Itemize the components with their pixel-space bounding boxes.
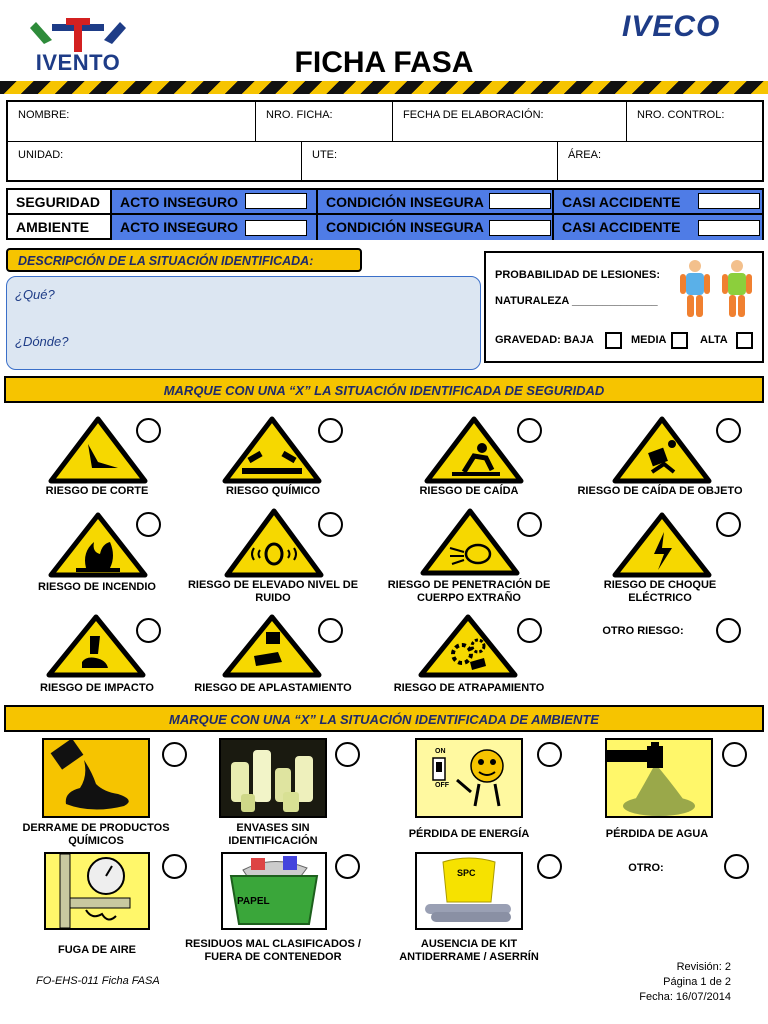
riesgo-aplastamiento-label: RIESGO DE APLASTAMIENTO xyxy=(194,682,352,694)
riesgo-impacto-label: RIESGO DE IMPACTO xyxy=(40,682,154,694)
caida-objeto-warning-icon xyxy=(612,416,712,484)
nro-control-label: NRO. CONTROL: xyxy=(637,109,725,121)
riesgo-aplastamiento-radio[interactable] xyxy=(318,618,343,643)
riesgo-impacto-radio[interactable] xyxy=(136,618,161,643)
condicion-label: CONDICIÓN INSEGURA xyxy=(326,194,484,210)
kit-antiderrame-icon xyxy=(415,852,523,930)
perdida-agua-item xyxy=(580,828,734,841)
residuos-item xyxy=(178,938,368,964)
riesgo-caida-objeto-label: RIESGO DE CAÍDA DE OBJETO xyxy=(577,485,743,497)
ruido-warning-icon xyxy=(224,508,324,578)
on-label: ON xyxy=(435,748,446,755)
choque-electrico-warning-icon xyxy=(612,512,712,578)
off-label: OFF xyxy=(435,782,449,789)
nro-control-field[interactable] xyxy=(627,102,762,142)
perdida-energia-icon xyxy=(415,738,523,818)
perdida-energia-radio[interactable] xyxy=(537,742,562,767)
pagina-text: Página 1 de 2 xyxy=(663,976,731,988)
riesgo-ruido-label: RIESGO DE ELEVADO NIVEL DE RUIDO xyxy=(187,579,359,604)
perdida-energia-label: PÉRDIDA DE ENERGÍA xyxy=(408,828,530,840)
envases-radio[interactable] xyxy=(335,742,360,767)
riesgo-choque-item xyxy=(580,579,740,605)
gravedad-baja-checkbox[interactable] xyxy=(605,332,622,349)
area-label: ÁREA: xyxy=(568,149,602,161)
riesgo-aplastamiento-item xyxy=(186,682,360,695)
ambiente-label: AMBIENTE xyxy=(8,215,112,240)
que-label: ¿Qué? xyxy=(15,287,55,302)
kit-antiderrame-item xyxy=(384,938,554,964)
perdida-agua-label: PÉRDIDA DE AGUA xyxy=(605,828,709,840)
atrapamiento-warning-icon xyxy=(418,614,518,678)
description-textarea[interactable] xyxy=(6,276,481,370)
derrame-label: DERRAME DE PRODUCTOS QUÍMICOS xyxy=(22,822,170,847)
iveco-logo: IVECO xyxy=(622,10,721,43)
quimico-warning-icon xyxy=(222,416,322,484)
riesgo-quimico-radio[interactable] xyxy=(318,418,343,443)
nombre-label: NOMBRE: xyxy=(18,109,70,121)
riesgo-incendio-radio[interactable] xyxy=(136,512,161,537)
seguridad-section-title: MARQUE CON UNA “X” LA SITUACIÓN IDENTIFICADA DE SEGURIDAD xyxy=(4,376,764,403)
area-field[interactable] xyxy=(558,142,762,180)
riesgo-incendio-item xyxy=(20,581,174,594)
riesgo-ruido-radio[interactable] xyxy=(318,512,343,537)
riesgo-caida-objeto-item xyxy=(570,485,750,498)
seguridad-label: SEGURIDAD xyxy=(8,190,112,215)
perdida-agua-radio[interactable] xyxy=(722,742,747,767)
naturaleza-label: NATURALEZA ______________ xyxy=(495,295,658,307)
info-table xyxy=(6,100,764,182)
unidad-label: UNIDAD: xyxy=(18,149,64,161)
casi-label: CASI ACCIDENTE xyxy=(562,219,681,235)
fuga-aire-icon xyxy=(44,852,150,930)
probability-box xyxy=(484,251,764,363)
otro-riesgo-label: OTRO RIESGO: xyxy=(602,625,684,637)
riesgo-penetracion-item xyxy=(380,579,558,605)
residuos-icon xyxy=(221,852,327,930)
hazard-stripe xyxy=(0,81,768,94)
riesgo-corte-label: RIESGO DE CORTE xyxy=(45,485,149,497)
revision-text: Revisión: 2 xyxy=(676,961,731,973)
media-label: MEDIA xyxy=(631,334,667,346)
riesgo-caida-item xyxy=(392,485,546,498)
ute-field[interactable] xyxy=(302,142,558,180)
otro-ambiente-label: OTRO: xyxy=(628,862,664,874)
perdida-agua-icon xyxy=(605,738,713,818)
riesgo-quimico-item xyxy=(196,485,350,498)
condicion-label: CONDICIÓN INSEGURA xyxy=(326,219,484,235)
acto-label: ACTO INSEGURO xyxy=(120,219,238,235)
derrame-icon xyxy=(42,738,150,818)
riesgo-caida-radio[interactable] xyxy=(517,418,542,443)
otro-ambiente-item xyxy=(608,862,684,875)
residuos-label: RESIDUOS MAL CLASIFICADOS / FUERA DE CONTENEDOR xyxy=(185,938,361,963)
lesiones-label: PROBABILIDAD DE LESIONES: xyxy=(495,269,661,281)
nro-ficha-field[interactable] xyxy=(256,102,393,142)
unidad-field[interactable] xyxy=(8,142,302,180)
riesgo-incendio-label: RIESGO DE INCENDIO xyxy=(38,581,156,593)
ivento-logo-text: IVENTO xyxy=(35,50,121,75)
ambiente-casi-checkbox[interactable] xyxy=(698,220,760,236)
impacto-warning-icon xyxy=(46,614,146,678)
riesgo-choque-label: RIESGO DE CHOQUE ELÉCTRICO xyxy=(603,579,717,604)
otro-riesgo-item xyxy=(588,625,698,638)
riesgo-atrapamiento-item xyxy=(384,682,554,695)
riesgo-corte-radio[interactable] xyxy=(136,418,161,443)
fecha-text: Fecha: 16/07/2014 xyxy=(639,991,731,1003)
riesgo-caida-objeto-radio[interactable] xyxy=(716,418,741,443)
caida-warning-icon xyxy=(424,416,524,484)
incendio-warning-icon xyxy=(48,512,148,578)
riesgo-caida-label: RIESGO DE CAÍDA xyxy=(419,485,519,497)
kit-antiderrame-label: AUSENCIA DE KIT ANTIDERRAME / ASERRÍN xyxy=(399,938,539,963)
penetracion-warning-icon xyxy=(420,508,520,576)
seguridad-casi-checkbox[interactable] xyxy=(698,193,760,209)
page-title: FICHA FASA xyxy=(294,46,474,79)
fuga-aire-item xyxy=(20,944,174,957)
seguridad-condicion-checkbox[interactable] xyxy=(489,193,551,209)
aplastamiento-warning-icon xyxy=(222,614,322,678)
nombre-field[interactable] xyxy=(8,102,256,142)
gravedad-alta-checkbox[interactable] xyxy=(736,332,753,349)
envases-label: ENVASES SIN IDENTIFICACIÓN xyxy=(228,822,318,847)
kit-antiderrame-radio[interactable] xyxy=(537,854,562,879)
derrame-item xyxy=(14,822,178,848)
riesgo-corte-item xyxy=(20,485,174,498)
papel-label: PAPEL xyxy=(237,896,270,907)
residuos-radio[interactable] xyxy=(335,854,360,879)
envases-icon xyxy=(219,738,327,818)
riesgo-penetracion-radio[interactable] xyxy=(517,512,542,537)
classification-table xyxy=(6,188,764,240)
gravedad-media-checkbox[interactable] xyxy=(671,332,688,349)
fecha-field[interactable] xyxy=(393,102,627,142)
alta-label: ALTA xyxy=(700,334,728,346)
ambiente-condicion-checkbox[interactable] xyxy=(489,220,551,236)
body-figures-icon xyxy=(676,257,756,319)
description-label: DESCRIPCIÓN DE LA SITUACIÓN IDENTIFICADA: xyxy=(6,248,362,272)
ambiente-section-title: MARQUE CON UNA “X” LA SITUACIÓN IDENTIFICADA DE AMBIENTE xyxy=(4,705,764,732)
riesgo-ruido-item xyxy=(186,579,360,605)
fuga-aire-radio[interactable] xyxy=(162,854,187,879)
derrame-radio[interactable] xyxy=(162,742,187,767)
nro-ficha-label: NRO. FICHA: xyxy=(266,109,333,121)
kit-label: SPC xyxy=(457,868,476,878)
riesgo-atrapamiento-label: RIESGO DE ATRAPAMIENTO xyxy=(393,682,545,694)
gravedad-label: GRAVEDAD: BAJA xyxy=(495,334,594,346)
seguridad-acto-checkbox[interactable] xyxy=(245,193,307,209)
ambiente-acto-checkbox[interactable] xyxy=(245,220,307,236)
riesgo-choque-radio[interactable] xyxy=(716,512,741,537)
fecha-label: FECHA DE ELABORACIÓN: xyxy=(403,109,544,121)
ute-label: UTE: xyxy=(312,149,338,161)
riesgo-penetracion-label: RIESGO DE PENETRACIÓN DE CUERPO EXTRAÑO xyxy=(387,579,551,604)
fuga-aire-label: FUGA DE AIRE xyxy=(57,944,137,956)
otro-riesgo-radio[interactable] xyxy=(716,618,741,643)
form-revision-block xyxy=(600,960,731,1005)
otro-ambiente-radio[interactable] xyxy=(724,854,749,879)
perdida-energia-item xyxy=(392,828,546,841)
form-code: FO-EHS-011 Ficha FASA xyxy=(36,975,160,987)
riesgo-quimico-label: RIESGO QUÍMICO xyxy=(225,485,321,497)
envases-item xyxy=(196,822,350,848)
casi-label: CASI ACCIDENTE xyxy=(562,194,681,210)
riesgo-atrapamiento-radio[interactable] xyxy=(517,618,542,643)
riesgo-impacto-item xyxy=(20,682,174,695)
acto-label: ACTO INSEGURO xyxy=(120,194,238,210)
corte-warning-icon xyxy=(48,416,148,484)
donde-label: ¿Dónde? xyxy=(15,334,69,349)
